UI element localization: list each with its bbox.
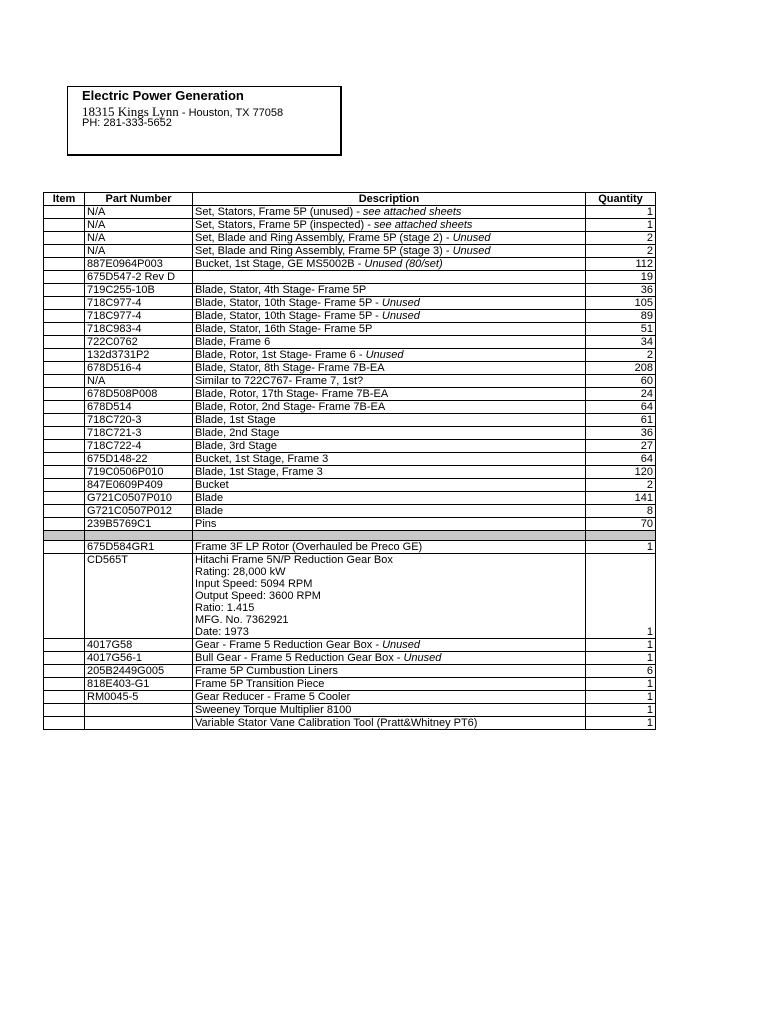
description-cell	[193, 336, 586, 349]
quantity-cell: 2	[586, 479, 656, 492]
table-row	[44, 219, 656, 232]
part-number-cell: 722C0762	[85, 336, 193, 349]
quantity-cell: 208	[586, 362, 656, 375]
item-cell	[44, 258, 85, 271]
description-cell	[193, 440, 586, 453]
quantity-cell: 120	[586, 466, 656, 479]
item-cell	[44, 323, 85, 336]
quantity-cell: 1	[586, 206, 656, 219]
quantity-cell: 1	[586, 717, 656, 730]
description-cell	[193, 284, 586, 297]
description-note: Unused (80/set)	[364, 258, 443, 270]
description-cell	[193, 427, 586, 440]
table-row	[44, 678, 656, 691]
table-row	[44, 652, 656, 665]
description-cell	[193, 310, 586, 323]
description-cell	[193, 639, 586, 652]
item-cell	[44, 639, 85, 652]
description-text: Bucket, 1st Stage, GE MS5002B -	[195, 258, 365, 270]
description-text: Blade, Stator, 16th Stage- Frame 5P	[195, 323, 373, 335]
item-cell	[44, 518, 85, 531]
description-text: Blade, Frame 6	[195, 336, 271, 348]
address-city: - Houston, TX 77058	[178, 107, 284, 119]
table-row	[44, 297, 656, 310]
part-number-cell: 239B5769C1	[85, 518, 193, 531]
description-text: Gear Reducer - Frame 5 Cooler	[195, 691, 351, 703]
part-number-cell: 887E0964P003	[85, 258, 193, 271]
part-number-cell: 675D547-2 Rev D	[85, 271, 193, 284]
table-row	[44, 414, 656, 427]
part-number-cell: N/A	[85, 219, 193, 232]
description-note: see attached sheets	[373, 219, 473, 231]
table-row	[44, 310, 656, 323]
part-number-cell: 847E0609P409	[85, 479, 193, 492]
item-cell	[44, 388, 85, 401]
company-header-box	[67, 86, 342, 156]
part-number-cell: 678D516-4	[85, 362, 193, 375]
description-cell	[193, 349, 586, 362]
column-header-part-number: Part Number	[85, 193, 193, 206]
part-number-cell: 4017G56-1	[85, 652, 193, 665]
part-number-cell: N/A	[85, 375, 193, 388]
quantity-cell: 64	[586, 401, 656, 414]
part-number-cell: 718C977-4	[85, 297, 193, 310]
description-text: Blade, Rotor, 1st Stage- Frame 6 -	[195, 349, 366, 361]
part-number-cell: 719C0506P010	[85, 466, 193, 479]
description-cell	[193, 518, 586, 531]
item-cell	[44, 336, 85, 349]
part-number-cell: 718C983-4	[85, 323, 193, 336]
item-cell	[44, 492, 85, 505]
section-separator-row	[44, 531, 656, 541]
description-text: Blade, 3rd Stage	[195, 440, 277, 452]
quantity-cell: 24	[586, 388, 656, 401]
table-row	[44, 206, 656, 219]
item-cell	[44, 219, 85, 232]
description-cell	[193, 492, 586, 505]
table-row	[44, 362, 656, 375]
description-text: Blade, 2nd Stage	[195, 427, 280, 439]
table-row	[44, 323, 656, 336]
table-row	[44, 518, 656, 531]
description-note: Unused	[365, 349, 404, 361]
item-cell	[44, 652, 85, 665]
description-text: Blade	[195, 492, 224, 504]
description-text: Set, Blade and Ring Assembly, Frame 5P (stage 2) -	[195, 232, 453, 244]
table-row	[44, 704, 656, 717]
company-phone: PH: 281-333-5652	[82, 117, 172, 129]
gearbox-spec-line: MFG. No. 7362921	[195, 614, 289, 626]
description-text: Blade, Rotor, 17th Stage- Frame 7B-EA	[195, 388, 389, 400]
table-row	[44, 492, 656, 505]
description-note: Unused	[382, 639, 420, 651]
description-text: Gear - Frame 5 Reduction Gear Box -	[195, 639, 383, 651]
description-cell	[193, 271, 586, 284]
description-text: Blade, Stator, 8th Stage- Frame 7B-EA	[195, 362, 385, 374]
description-cell	[193, 362, 586, 375]
part-number-cell: 678D514	[85, 401, 193, 414]
item-cell	[44, 440, 85, 453]
description-text: Blade, 1st Stage, Frame 3	[195, 466, 323, 478]
part-number-cell: 718C720-3	[85, 414, 193, 427]
quantity-cell: 112	[586, 258, 656, 271]
description-text: Bull Gear - Frame 5 Reduction Gear Box -	[195, 652, 404, 664]
address-street: 18315 Kings Lynn	[82, 104, 179, 119]
quantity-cell: 51	[586, 323, 656, 336]
quantity-cell: 1	[586, 639, 656, 652]
quantity-cell: 8	[586, 505, 656, 518]
item-cell	[44, 245, 85, 258]
table-row	[44, 639, 656, 652]
item-cell	[44, 678, 85, 691]
description-text: Frame 5P Cumbustion Liners	[195, 665, 338, 677]
item-cell	[44, 310, 85, 323]
item-cell	[44, 206, 85, 219]
description-text: Set, Blade and Ring Assembly, Frame 5P (stage 3) -	[195, 245, 453, 257]
quantity-cell: 1	[586, 541, 656, 554]
description-cell	[193, 541, 586, 554]
quantity-cell: 2	[586, 245, 656, 258]
description-cell	[193, 652, 586, 665]
description-cell	[193, 297, 586, 310]
description-note: see attached sheets	[362, 206, 462, 218]
table-row	[44, 232, 656, 245]
part-number-cell	[85, 717, 193, 730]
gearbox-spec-line: Date: 1973	[195, 626, 249, 638]
quantity-cell: 105	[586, 297, 656, 310]
description-cell	[193, 466, 586, 479]
item-cell	[44, 717, 85, 730]
description-note: Unused	[403, 652, 442, 664]
part-number-cell: G721C0507P012	[85, 505, 193, 518]
item-cell	[44, 284, 85, 297]
quantity-cell: 1	[586, 678, 656, 691]
gearbox-spec-line: Ratio: 1.415	[195, 602, 255, 614]
parts-table	[43, 192, 656, 730]
quantity-cell: 19	[586, 271, 656, 284]
description-text: Blade, Stator, 10th Stage- Frame 5P -	[195, 310, 382, 322]
part-number-cell	[85, 704, 193, 717]
table-row	[44, 375, 656, 388]
column-header-item: Item	[44, 193, 85, 206]
description-note: Unused	[452, 245, 491, 257]
separator-cell	[85, 531, 193, 541]
part-number-cell: 719C255-10B	[85, 284, 193, 297]
item-cell	[44, 453, 85, 466]
description-cell	[193, 554, 586, 639]
description-text: Blade, Stator, 4th Stage- Frame 5P	[195, 284, 367, 296]
table-row	[44, 427, 656, 440]
description-cell	[193, 258, 586, 271]
quantity-cell: 70	[586, 518, 656, 531]
company-name: Electric Power Generation	[82, 88, 244, 103]
part-number-cell: 678D508P008	[85, 388, 193, 401]
item-cell	[44, 271, 85, 284]
item-cell	[44, 414, 85, 427]
description-note: Unused	[452, 232, 491, 244]
item-cell	[44, 375, 85, 388]
description-cell	[193, 414, 586, 427]
item-cell	[44, 466, 85, 479]
table-body	[44, 206, 656, 730]
item-cell	[44, 704, 85, 717]
quantity-cell: 1	[586, 691, 656, 704]
item-cell	[44, 349, 85, 362]
part-number-cell: 675D584GR1	[85, 541, 193, 554]
gearbox-spec-line: Hitachi Frame 5N/P Reduction Gear Box	[195, 554, 393, 566]
description-cell	[193, 375, 586, 388]
table-row	[44, 440, 656, 453]
description-cell	[193, 232, 586, 245]
table-row	[44, 505, 656, 518]
description-cell	[193, 665, 586, 678]
description-text: Bucket	[195, 479, 229, 491]
item-cell	[44, 691, 85, 704]
table-row-gearbox	[44, 554, 656, 639]
description-text: Set, Stators, Frame 5P (unused) -	[195, 206, 363, 218]
quantity-cell: 34	[586, 336, 656, 349]
item-cell	[44, 427, 85, 440]
quantity-cell: 1	[586, 704, 656, 717]
part-number-cell: 818E403-G1	[85, 678, 193, 691]
quantity-cell: 27	[586, 440, 656, 453]
quantity-cell: 2	[586, 349, 656, 362]
column-header-quantity: Quantity	[586, 193, 656, 206]
quantity-cell: 1	[586, 554, 656, 639]
description-cell	[193, 691, 586, 704]
table-row	[44, 691, 656, 704]
gearbox-spec-line: Rating: 28,000 kW	[195, 566, 286, 578]
quantity-cell: 89	[586, 310, 656, 323]
item-cell	[44, 232, 85, 245]
table-row	[44, 401, 656, 414]
quantity-cell: 6	[586, 665, 656, 678]
part-number-cell: 718C721-3	[85, 427, 193, 440]
description-text: Variable Stator Vane Calibration Tool (Pratt&Whitney PT6)	[195, 717, 478, 729]
item-cell	[44, 401, 85, 414]
table-row	[44, 271, 656, 284]
part-number-cell: 718C977-4	[85, 310, 193, 323]
part-number-cell: RM0045-5	[85, 691, 193, 704]
column-header-description: Description	[193, 193, 586, 206]
part-number-cell: 132d3731P2	[85, 349, 193, 362]
description-note: Unused	[381, 297, 420, 309]
quantity-cell: 1	[586, 652, 656, 665]
description-text: Set, Stators, Frame 5P (inspected) -	[195, 219, 374, 231]
item-cell	[44, 554, 85, 639]
table-row	[44, 717, 656, 730]
description-text: Blade, Rotor, 2nd Stage- Frame 7B-EA	[195, 401, 386, 413]
table-row	[44, 258, 656, 271]
description-cell	[193, 401, 586, 414]
description-cell	[193, 678, 586, 691]
description-text: Similar to 722C767- Frame 7, 1st?	[195, 375, 364, 387]
description-text: Blade, Stator, 10th Stage- Frame 5P -	[195, 297, 382, 309]
gearbox-spec-line: Input Speed: 5094 RPM	[195, 578, 313, 590]
item-cell	[44, 505, 85, 518]
description-cell	[193, 704, 586, 717]
item-cell	[44, 297, 85, 310]
quantity-cell: 1	[586, 219, 656, 232]
quantity-cell: 141	[586, 492, 656, 505]
part-number-cell: N/A	[85, 232, 193, 245]
part-number-cell: 718C722-4	[85, 440, 193, 453]
description-cell	[193, 505, 586, 518]
table-row	[44, 541, 656, 554]
part-number-cell: N/A	[85, 206, 193, 219]
description-cell	[193, 453, 586, 466]
description-text: Frame 5P Transition Piece	[195, 678, 325, 690]
table-row	[44, 453, 656, 466]
table-row	[44, 388, 656, 401]
quantity-cell: 61	[586, 414, 656, 427]
table-row	[44, 665, 656, 678]
separator-cell	[193, 531, 586, 541]
description-text: Pins	[195, 518, 217, 530]
part-number-cell: CD565T	[85, 554, 193, 639]
quantity-cell: 2	[586, 232, 656, 245]
description-cell	[193, 219, 586, 232]
table-row	[44, 336, 656, 349]
description-cell	[193, 388, 586, 401]
description-cell	[193, 717, 586, 730]
table-row	[44, 349, 656, 362]
description-cell	[193, 206, 586, 219]
part-number-cell: 4017G58	[85, 639, 193, 652]
description-cell	[193, 479, 586, 492]
table-row	[44, 466, 656, 479]
separator-cell	[586, 531, 656, 541]
quantity-cell: 36	[586, 284, 656, 297]
description-text: Bucket, 1st Stage, Frame 3	[195, 453, 329, 465]
part-number-cell: 205B2449G005	[85, 665, 193, 678]
table-row	[44, 479, 656, 492]
table-row	[44, 245, 656, 258]
description-text: Blade	[195, 505, 224, 517]
table-row	[44, 284, 656, 297]
item-cell	[44, 362, 85, 375]
table-header-row	[44, 193, 656, 206]
description-text: Blade, 1st Stage	[195, 414, 276, 426]
quantity-cell: 64	[586, 453, 656, 466]
separator-cell	[44, 531, 85, 541]
description-text: Frame 3F LP Rotor (Overhauled be Preco GE)	[195, 541, 423, 553]
description-text: Sweeney Torque Multiplier 8100	[195, 704, 352, 716]
gearbox-spec-line: Output Speed: 3600 RPM	[195, 590, 321, 602]
description-cell	[193, 323, 586, 336]
part-number-cell: 675D148-22	[85, 453, 193, 466]
part-number-cell: N/A	[85, 245, 193, 258]
quantity-cell: 36	[586, 427, 656, 440]
part-number-cell: G721C0507P010	[85, 492, 193, 505]
description-cell	[193, 245, 586, 258]
quantity-cell: 60	[586, 375, 656, 388]
item-cell	[44, 479, 85, 492]
item-cell	[44, 665, 85, 678]
item-cell	[44, 541, 85, 554]
description-note: Unused	[381, 310, 420, 322]
